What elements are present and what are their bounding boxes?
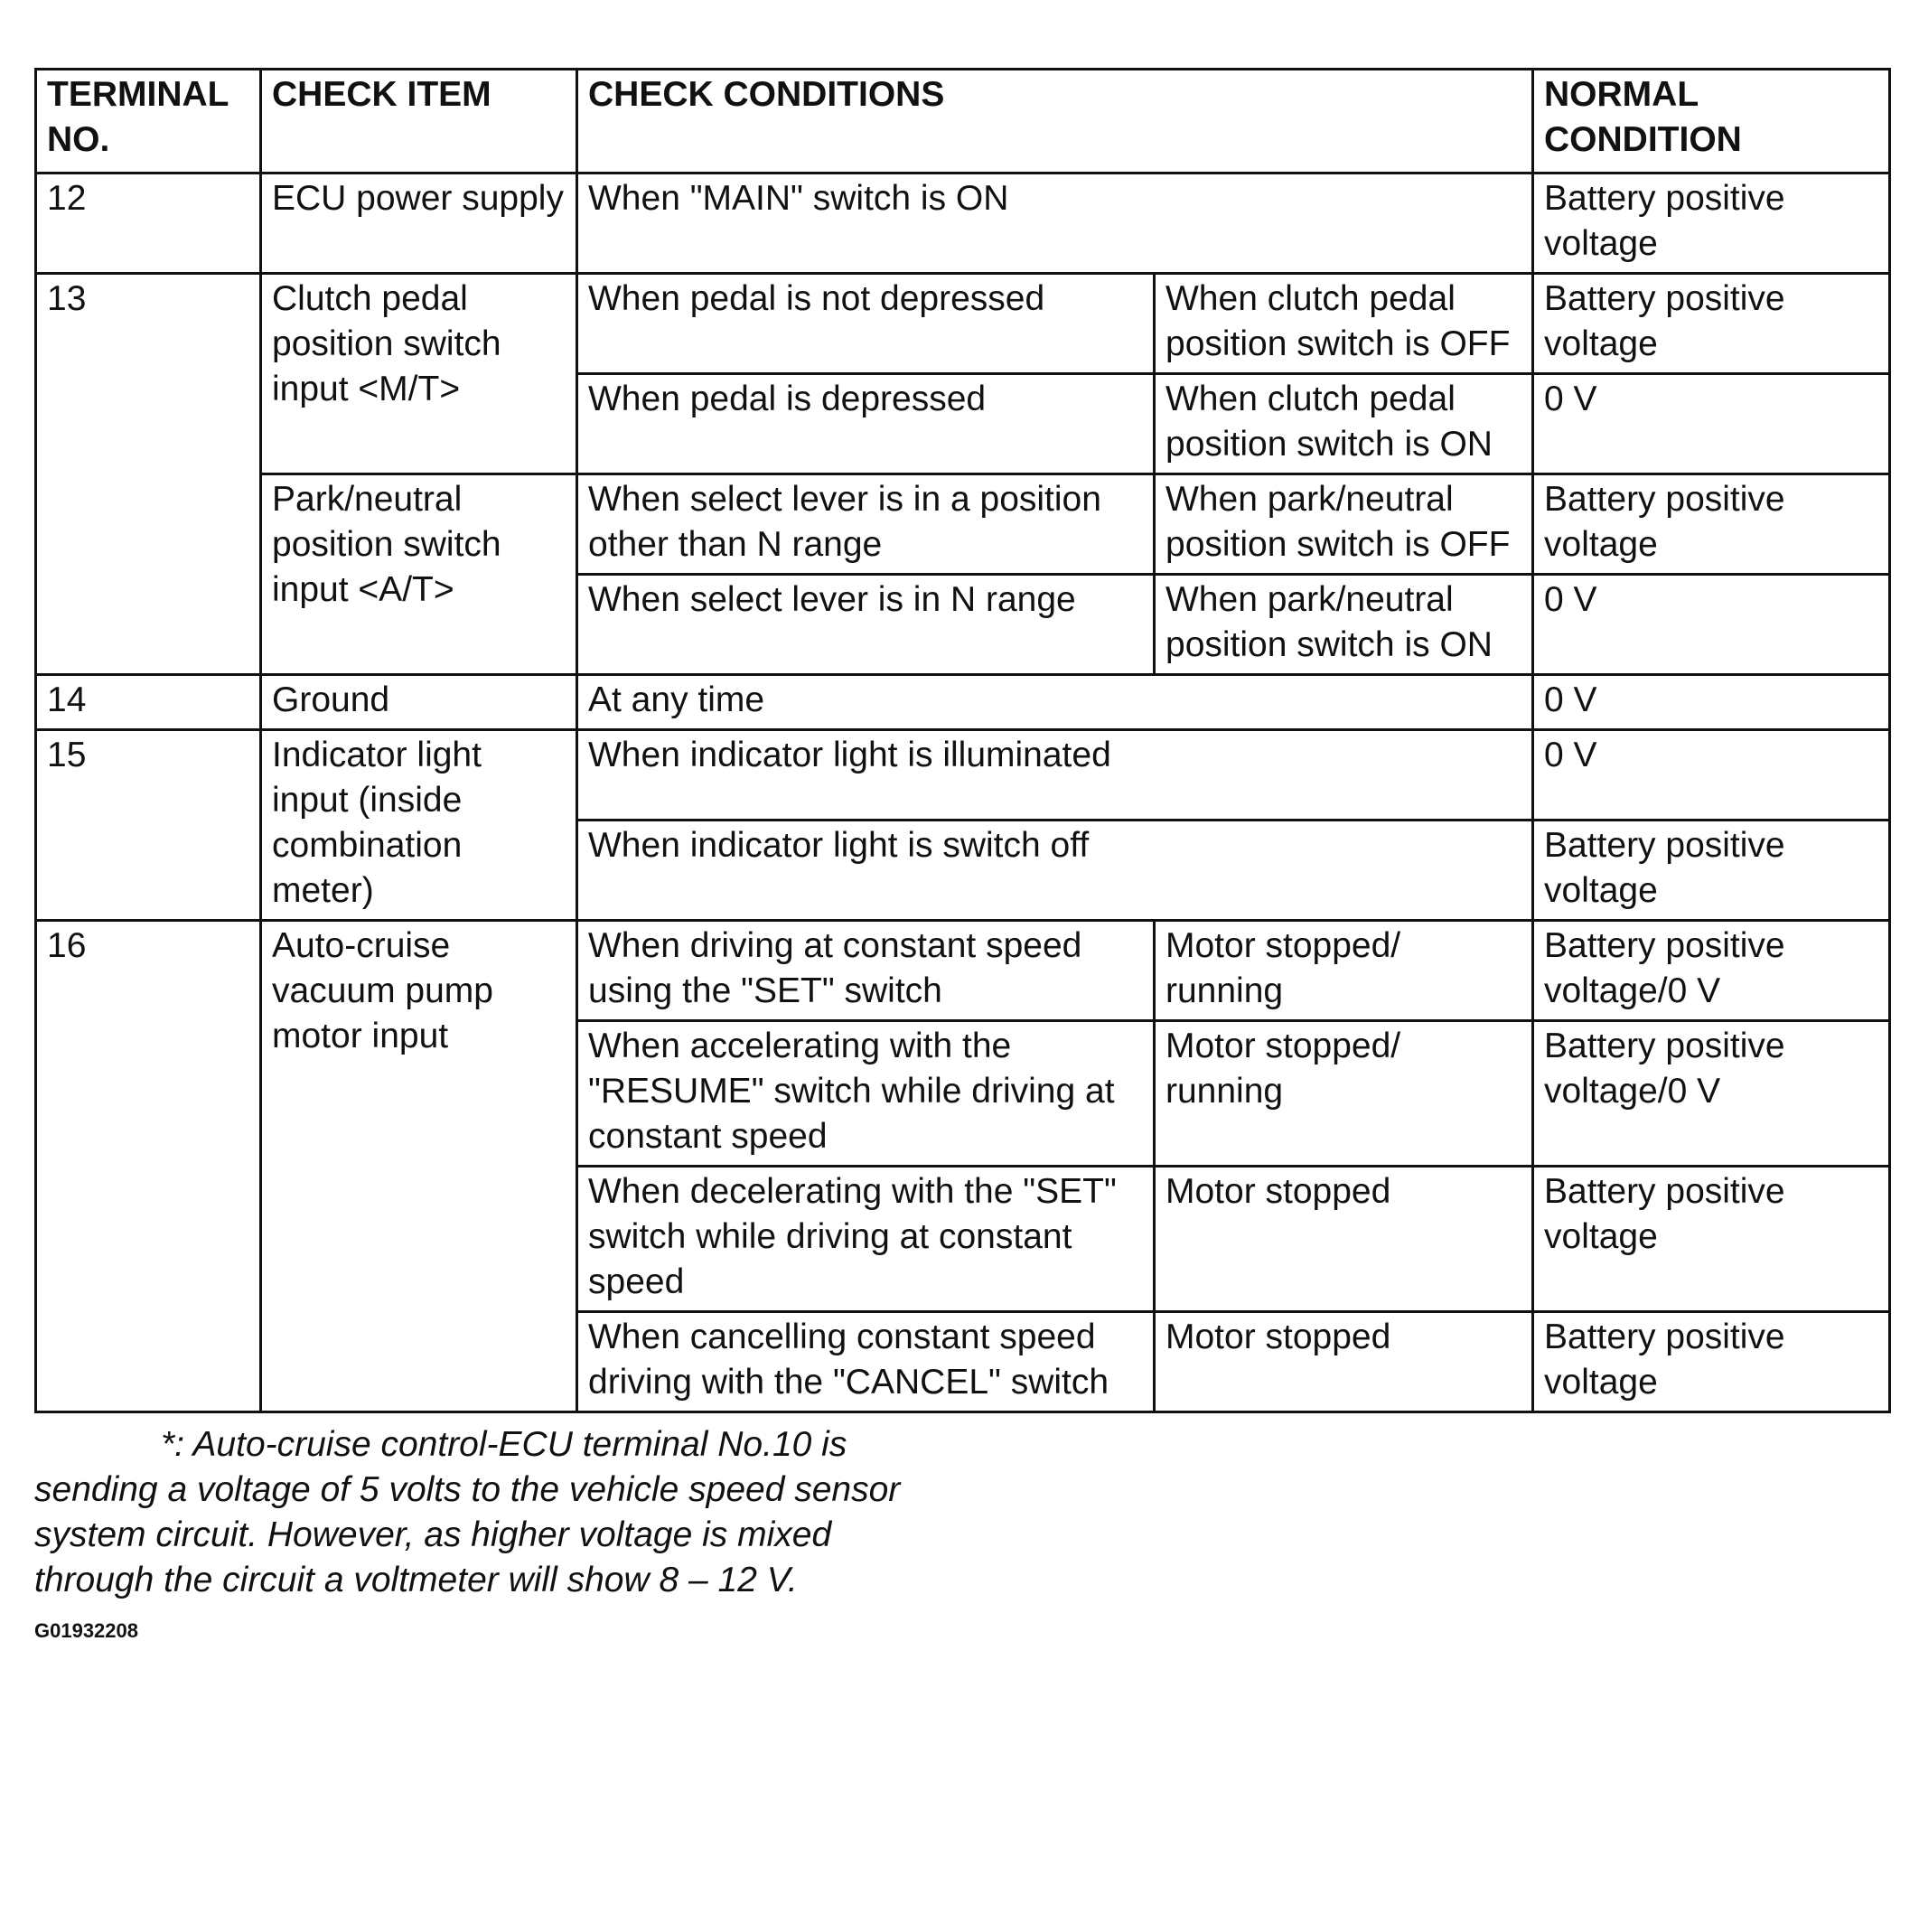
table-row bbox=[36, 274, 1890, 374]
condition-cell: When indicator light is switch off bbox=[577, 821, 1533, 921]
condition-cell: When accelerating with the "RESUME" switch while driving at constant speed bbox=[577, 1021, 1155, 1167]
terminal-check-table bbox=[34, 68, 1891, 1413]
normal-condition-cell: 0 V bbox=[1533, 730, 1890, 821]
condition-cell: When decelerating with the "SET" switch while driving at constant speed bbox=[577, 1167, 1155, 1312]
condition-cell: At any time bbox=[577, 675, 1533, 730]
check-item-cell: Auto-cruise vacuum pump motor input bbox=[261, 921, 577, 1412]
header-check-item: CHECK ITEM bbox=[261, 70, 577, 174]
switch-state-cell: When clutch pedal position switch is OFF bbox=[1155, 274, 1533, 374]
normal-condition-cell: Battery positive voltage bbox=[1533, 474, 1890, 575]
table-row bbox=[36, 174, 1890, 274]
header-check-conditions: CHECK CONDITIONS bbox=[577, 70, 1533, 174]
terminal-cell: 14 bbox=[36, 675, 261, 730]
normal-condition-cell: Battery positive voltage bbox=[1533, 174, 1890, 274]
footnote-text: *: Auto-cruise control-ECU terminal No.10 is sending a voltage of 5 volts to the vehicle speed sensor system circuit. However, as higher voltage is mixed through the circuit a voltmeter will show 8 – 12 V. bbox=[34, 1425, 901, 1599]
switch-state-cell: When clutch pedal position switch is ON bbox=[1155, 374, 1533, 474]
table-row bbox=[36, 730, 1890, 821]
normal-condition-cell: Battery positive voltage bbox=[1533, 1312, 1890, 1412]
condition-cell: When select lever is in N range bbox=[577, 575, 1155, 675]
table-row bbox=[36, 921, 1890, 1021]
motor-state-cell: Motor stopped/ running bbox=[1155, 921, 1533, 1021]
terminal-cell: 13 bbox=[36, 274, 261, 675]
normal-condition-cell: Battery positive voltage bbox=[1533, 1167, 1890, 1312]
figure-id: G01932208 bbox=[34, 1619, 138, 1642]
terminal-cell: 16 bbox=[36, 921, 261, 1412]
header-terminal-no: TERMINAL NO. bbox=[36, 70, 261, 174]
condition-cell: When pedal is not depressed bbox=[577, 274, 1155, 374]
check-item-cell: Ground bbox=[261, 675, 577, 730]
check-item-cell: Clutch pedal position switch input <M/T> bbox=[261, 274, 577, 474]
normal-condition-cell: Battery positive voltage bbox=[1533, 821, 1890, 921]
normal-condition-cell: Battery positive voltage bbox=[1533, 274, 1890, 374]
motor-state-cell: Motor stopped bbox=[1155, 1312, 1533, 1412]
check-item-cell: Park/neutral position switch input <A/T> bbox=[261, 474, 577, 675]
condition-cell: When driving at constant speed using the "SET" switch bbox=[577, 921, 1155, 1021]
check-item-cell: ECU power supply bbox=[261, 174, 577, 274]
switch-state-cell: When park/neutral position switch is ON bbox=[1155, 575, 1533, 675]
normal-condition-cell: 0 V bbox=[1533, 374, 1890, 474]
normal-condition-cell: 0 V bbox=[1533, 675, 1890, 730]
motor-state-cell: Motor stopped bbox=[1155, 1167, 1533, 1312]
normal-condition-cell: Battery positive voltage/0 V bbox=[1533, 1021, 1890, 1167]
normal-condition-cell: Battery positive voltage/0 V bbox=[1533, 921, 1890, 1021]
check-item-cell: Indicator light input (inside combination meter) bbox=[261, 730, 577, 921]
condition-cell: When "MAIN" switch is ON bbox=[577, 174, 1533, 274]
footnote bbox=[34, 1422, 938, 1603]
switch-state-cell: When park/neutral position switch is OFF bbox=[1155, 474, 1533, 575]
condition-cell: When pedal is depressed bbox=[577, 374, 1155, 474]
table-row bbox=[36, 675, 1890, 730]
condition-cell: When indicator light is illuminated bbox=[577, 730, 1533, 821]
header-normal-condition: NORMAL CONDITION bbox=[1533, 70, 1890, 174]
motor-state-cell: Motor stopped/ running bbox=[1155, 1021, 1533, 1167]
table-header-row bbox=[36, 70, 1890, 174]
condition-cell: When cancelling constant speed driving with the "CANCEL" switch bbox=[577, 1312, 1155, 1412]
normal-condition-cell: 0 V bbox=[1533, 575, 1890, 675]
terminal-cell: 15 bbox=[36, 730, 261, 921]
document bbox=[34, 68, 1888, 1643]
condition-cell: When select lever is in a position other than N range bbox=[577, 474, 1155, 575]
terminal-cell: 12 bbox=[36, 174, 261, 274]
table-row bbox=[36, 474, 1890, 575]
